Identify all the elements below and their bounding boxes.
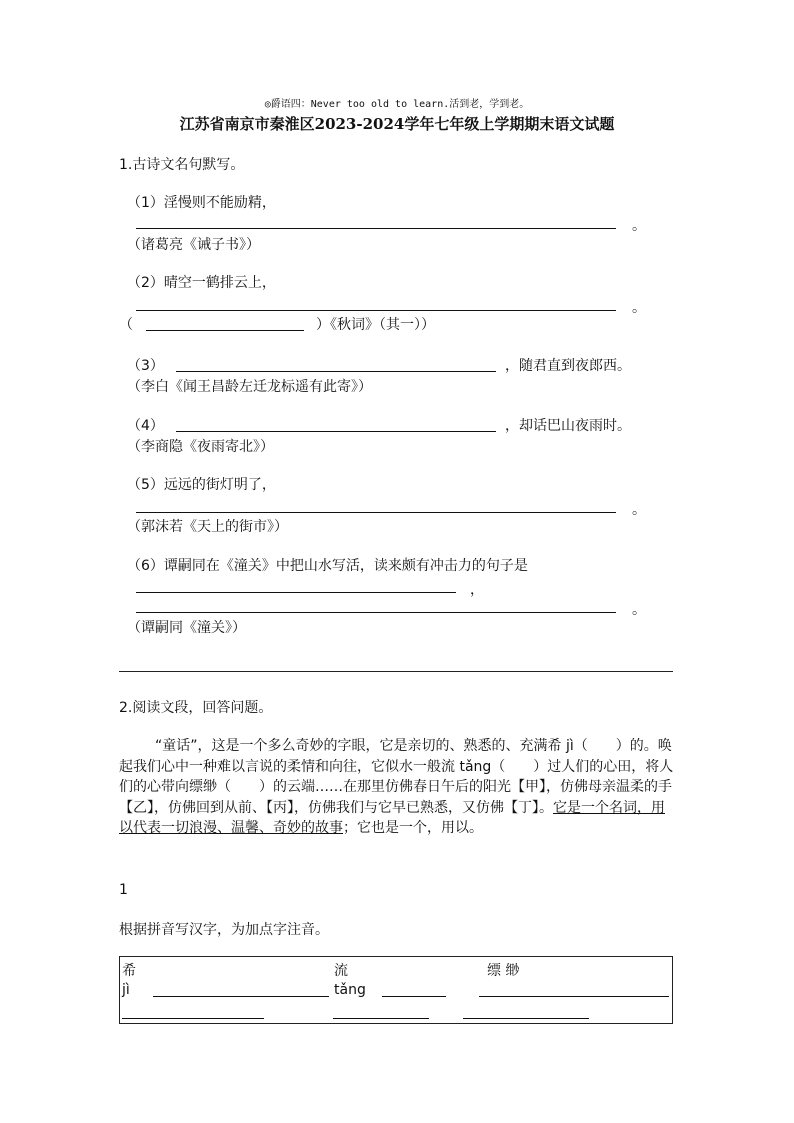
q2-heading: 2.阅读文段，回答问题。 <box>119 700 273 716</box>
passage-underlined-sentence: 它是一个名词，用以代表一切浪漫、温馨、奇妙的故事 <box>119 799 665 836</box>
q1-item2-answer-line[interactable] <box>136 310 616 311</box>
q1-item5-answer-line[interactable] <box>136 512 616 513</box>
q1-item2-source-open: （ <box>119 317 133 333</box>
passage-text-part1: “童话”，这是一个多么奇妙的字眼，它是亲切的、熟悉的、充满希 jì（ ）的。唤起我们心中一种难以言说的柔情和向往，它似水一般流 tǎng（ ）过人们的心田，将人们的心带向缥缈（ ）的云端……在那里仿佛春日午后的阳光【甲】，仿佛母亲温柔的手【乙】，仿佛回到从前、【丙】，仿佛我们与它早已熟悉，又仿佛【丁】。 <box>119 738 674 816</box>
q1-item6-end: 。 <box>632 602 646 618</box>
q1-item2-source-rest: ）《秋词》（其一）） <box>316 317 435 333</box>
q2-sub-number: 1 <box>119 882 128 898</box>
q1-item1-end: 。 <box>632 218 646 234</box>
q1-item1-source: （诸葛亮《诫子书》） <box>127 237 260 253</box>
q1-item4-answer-line[interactable] <box>176 431 496 432</box>
q2-passage <box>119 736 675 839</box>
page-title: 江苏省南京市秦淮区2023-2024学年七年级上学期期末语文试题 <box>179 115 615 133</box>
q1-item2-end: 。 <box>632 300 646 316</box>
table-answer-line-piao[interactable] <box>479 996 669 997</box>
section-divider <box>119 671 673 672</box>
q1-item6-answer-line-1[interactable] <box>136 592 456 593</box>
table-pinyin-ji: jì <box>122 982 130 998</box>
table-answer-line-row3-3[interactable] <box>463 1018 589 1019</box>
table-answer-line-ji[interactable] <box>153 996 329 997</box>
q1-item1-prompt: （1）淫慢则不能励精， <box>127 195 276 211</box>
answer-table <box>119 956 673 1024</box>
q1-item6-answer-line-2[interactable] <box>136 612 616 613</box>
q1-item5-prompt: （5）远远的街灯明了， <box>127 477 276 493</box>
q1-item4-suffix: ，却话巴山夜雨时。 <box>505 418 631 434</box>
q1-item6-source: （谭嗣同《潼关》） <box>127 620 246 636</box>
q1-item3-answer-line[interactable] <box>176 371 496 372</box>
table-char-xi: 希 <box>122 963 136 979</box>
q1-item3-suffix: ，随君直到夜郎西。 <box>505 358 631 374</box>
q1-item2-prompt: （2）晴空一鹤排云上， <box>127 275 276 291</box>
q1-item1-answer-line[interactable] <box>136 228 616 229</box>
table-answer-line-row3-2[interactable] <box>333 1018 429 1019</box>
q1-item4-source: （李商隐《夜雨寄北》） <box>127 439 274 455</box>
q1-item4-number: （4） <box>127 418 164 434</box>
q1-item5-end: 。 <box>632 502 646 518</box>
q1-item3-source: （李白《闻王昌龄左迁龙标遥有此寄》） <box>127 379 372 395</box>
q1-item5-source: （郭沫若《天上的街市》） <box>127 519 288 535</box>
q1-item2-author-line[interactable] <box>146 330 304 331</box>
table-answer-line-tang[interactable] <box>382 996 446 997</box>
q1-item6-prompt: （6）谭嗣同在《潼关》中把山水写活，读来颇有冲击力的句子是 <box>127 558 528 574</box>
table-pinyin-tang: tǎng <box>334 982 366 998</box>
table-answer-line-row3-1[interactable] <box>122 1018 264 1019</box>
q1-item6-comma: ， <box>470 582 484 598</box>
passage-text-part2: ；它也是一个，用以。 <box>343 820 483 836</box>
q1-item3-number: （3） <box>127 358 164 374</box>
table-char-piaomiao: 缥 缈 <box>487 963 520 979</box>
q1-heading: 1.古诗文名句默写。 <box>119 157 245 173</box>
table-char-liu: 流 <box>334 963 348 979</box>
header-motto: ◎爵语四：Never too old to learn.活到老，学到老。 <box>264 99 530 110</box>
q2-sub-instruction: 根据拼音写汉字，为加点字注音。 <box>119 922 329 938</box>
